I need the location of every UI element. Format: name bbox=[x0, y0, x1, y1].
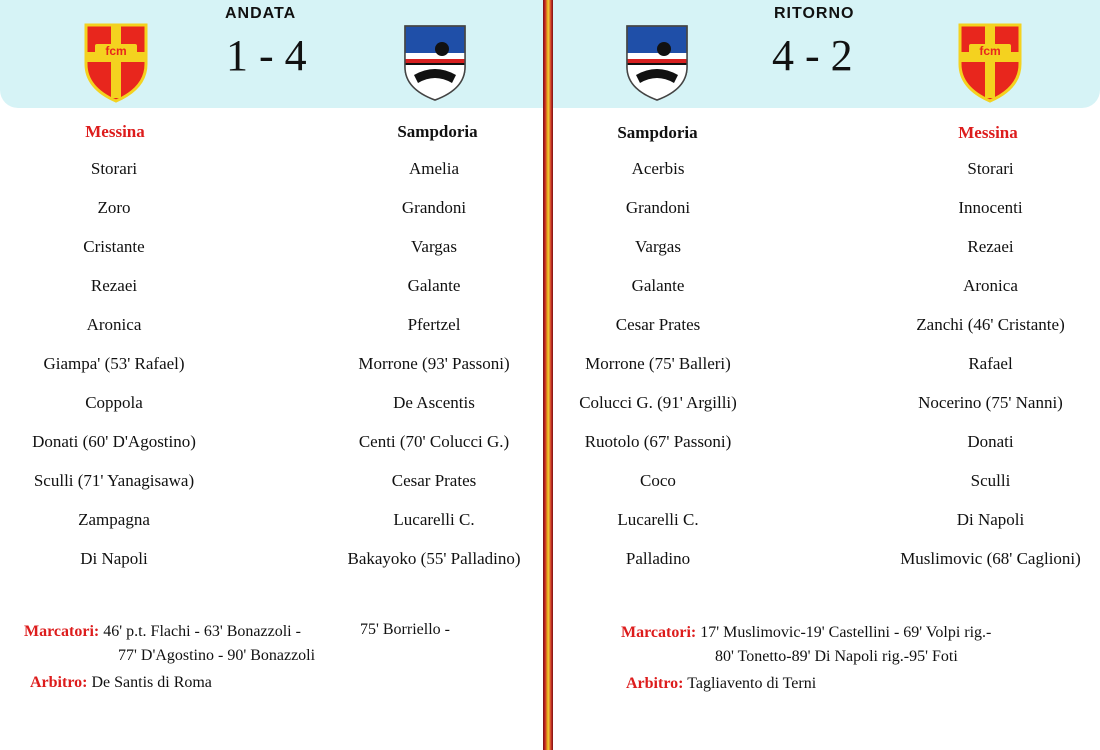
scorers-text: 17' Muslimovic-19' Castellini - 69' Volpi rig.- bbox=[700, 624, 992, 641]
andata-home-team: Messina bbox=[85, 122, 145, 141]
player: Cesar Prates bbox=[391, 471, 477, 490]
player: Vargas bbox=[635, 237, 681, 256]
andata-scorers-extra: 75' Borriello - bbox=[360, 621, 450, 638]
player: Zampagna bbox=[78, 510, 150, 529]
ritorno-home-team: Sampdoria bbox=[617, 123, 698, 142]
player: Galante bbox=[631, 276, 685, 295]
ritorno-home-lineup bbox=[553, 150, 763, 579]
player: Aronica bbox=[963, 276, 1018, 295]
messina-crest-icon bbox=[957, 22, 1023, 104]
player: Sculli (71' Yanagisawa) bbox=[33, 471, 195, 490]
player: Bakayoko (55' Palladino) bbox=[347, 549, 521, 568]
messina-crest-icon bbox=[83, 22, 149, 104]
andata-panel bbox=[0, 0, 543, 750]
player: Muslimovic (68' Caglioni) bbox=[900, 549, 1081, 568]
player: Centi (70' Colucci G.) bbox=[358, 432, 510, 451]
ritorno-scorers-line2: 80' Tonetto-89' Di Napoli rig.-95' Foti bbox=[715, 648, 958, 665]
player: Lucarelli C. bbox=[393, 510, 475, 529]
scorers-label: Marcatori: bbox=[621, 624, 697, 641]
player: Di Napoli bbox=[80, 549, 148, 568]
andata-scorers bbox=[24, 623, 301, 641]
player: Lucarelli C. bbox=[617, 510, 699, 529]
player: Morrone (93' Passoni) bbox=[358, 354, 510, 373]
ritorno-title: RITORNO bbox=[774, 5, 855, 22]
messina-crest-text: fcm bbox=[979, 44, 1001, 58]
player: Zoro bbox=[97, 198, 131, 217]
andata-scorers-line2: 77' D'Agostino - 90' Bonazzoli bbox=[118, 647, 316, 664]
referee-name: De Santis di Roma bbox=[91, 674, 212, 691]
player: Galante bbox=[407, 276, 461, 295]
player: Giampa' (53' Rafael) bbox=[43, 354, 185, 373]
player: Colucci G. (91' Argilli) bbox=[579, 393, 737, 412]
player: De Ascentis bbox=[393, 393, 475, 412]
scorers-text: 46' p.t. Flachi - 63' Bonazzoli - bbox=[103, 623, 301, 640]
andata-away-team: Sampdoria bbox=[397, 122, 478, 141]
player: Coco bbox=[640, 471, 676, 490]
player: Rafael bbox=[968, 354, 1013, 373]
player: Donati bbox=[967, 432, 1014, 451]
player: Ruotolo (67' Passoni) bbox=[584, 432, 732, 451]
player: Rezaei bbox=[90, 276, 138, 295]
panel-divider bbox=[543, 0, 553, 750]
referee-label: Arbitro: bbox=[30, 674, 88, 691]
player: Donati (60' D'Agostino) bbox=[32, 432, 196, 451]
player: Nocerino (75' Nanni) bbox=[918, 393, 1063, 412]
player: Vargas bbox=[411, 237, 457, 256]
andata-score: 1 - 4 bbox=[226, 31, 307, 80]
player: Innocenti bbox=[958, 198, 1023, 217]
player: Di Napoli bbox=[956, 510, 1025, 529]
player: Storari bbox=[967, 159, 1014, 178]
ritorno-scorers bbox=[621, 624, 991, 642]
andata-header bbox=[0, 0, 543, 108]
andata-title: ANDATA bbox=[225, 5, 297, 22]
player: Pfertzel bbox=[407, 315, 461, 334]
player: Amelia bbox=[408, 159, 460, 178]
ritorno-header bbox=[553, 0, 1100, 108]
messina-crest-text: fcm bbox=[105, 44, 127, 58]
player: Acerbis bbox=[631, 159, 685, 178]
player: Coppola bbox=[85, 393, 143, 412]
ritorno-away-team: Messina bbox=[958, 123, 1018, 142]
player: Aronica bbox=[86, 315, 142, 334]
player: Grandoni bbox=[625, 198, 691, 217]
ritorno-score: 4 - 2 bbox=[772, 31, 853, 80]
player: Zanchi (46' Cristante) bbox=[916, 315, 1065, 334]
sampdoria-crest-icon bbox=[402, 23, 468, 103]
referee-name: Tagliavento di Terni bbox=[687, 675, 817, 692]
player: Palladino bbox=[625, 549, 691, 568]
andata-away-lineup bbox=[326, 150, 542, 579]
ritorno-away-lineup bbox=[883, 150, 1098, 579]
player: Grandoni bbox=[401, 198, 467, 217]
sampdoria-crest-icon bbox=[624, 23, 690, 103]
referee-label: Arbitro: bbox=[626, 675, 684, 692]
player: Sculli bbox=[970, 471, 1011, 490]
player: Rezaei bbox=[967, 237, 1014, 256]
ritorno-panel bbox=[553, 0, 1100, 750]
ritorno-referee bbox=[626, 675, 816, 693]
player: Storari bbox=[90, 159, 138, 178]
player: Cristante bbox=[83, 237, 145, 256]
andata-home-lineup bbox=[0, 150, 228, 579]
andata-referee bbox=[30, 674, 212, 692]
player: Morrone (75' Balleri) bbox=[585, 354, 731, 373]
player: Cesar Prates bbox=[615, 315, 701, 334]
scorers-label: Marcatori: bbox=[24, 623, 100, 640]
